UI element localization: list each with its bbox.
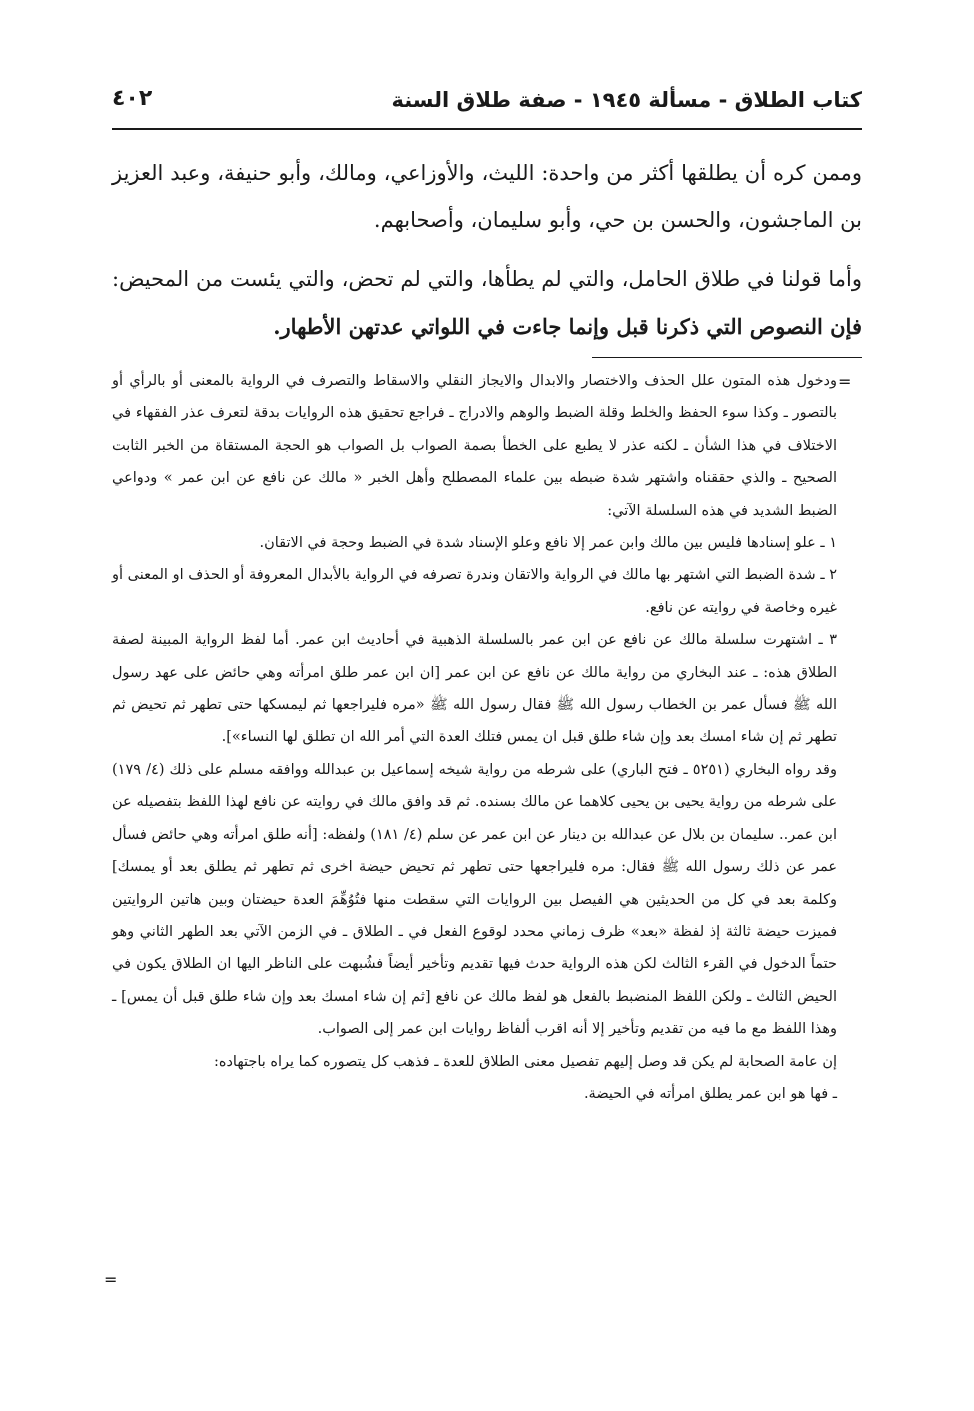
footnote-paragraph: ٣ ـ اشتهرت سلسلة مالك عن نافع عن ابن عمر بالسلسلة الذهبية في أحاديث ابن عمر. أما لفظ الرواية المبينة لصفة الطلاق هذه: ـ عند البخاري من رواية مالك عن نافع عن ابن عمر [ان ابن عمر طلق امرأته وهي حائض على عهد رسول الله ﷺ فسأل عمر بن الخطاب رسول الله ﷺ فقال رسول الله ﷺ «مره فليراجعها ثم ليمسكها حتى تطهر ثم تحيض ثم تطهر ثم إن شاء امسك بعد وإن شاء طلق قبل ان يمس فتلك العدة التي أمر الله ان تطلق لها النساء»]. xyxy=(112,632,837,746)
footnote-paragraph: ١ ـ علو إسنادها فليس بين مالك وابن عمر إلا نافع وعلو الإسناد شدة في الضبط وحجة في الاتقان. xyxy=(259,535,837,552)
running-title: كتاب الطلاق - مسألة ١٩٤٥ - صفة طلاق السنة xyxy=(391,88,862,112)
footnote-paragraph: ودخول هذه المتون علل الحذف والاختصار والابدال والايجاز النقلي والاسقاط والتصرف في الرواية بالمعنى أو بالرأي أو بالتصور ـ وكذا سوء الحفظ والخلط وقلة الضبط والوهم والادراج ـ فراجع تحقيق هذه الروايات بدقة لتعرف عذر الفقهاء في الاختلاف في هذا الشأن ـ لكنه عذر لا يطبع على الخطأ بصمة الصواب بل الصواب هو الحجة المستقاة من الخبر الثابت الصحيح ـ والذي حققناه واشتهر شدة ضبطه بين علماء المصطلح وأهل الخبر « مالك عن نافع عن ابن عمر » ودواعي الضبط الشديد في هذه السلسلة الآتي: xyxy=(112,373,837,519)
main-paragraph-emphasis: فإن النصوص التي ذكرنا قبل وإنما جاءت في اللواتي عدتهن الأطهار. xyxy=(273,314,862,339)
main-paragraph-lead: وأما قولنا في طلاق الحامل، والتي لم يطأها، والتي لم تحض، والتي يئست من المحيض: xyxy=(112,267,862,291)
page-header xyxy=(112,84,862,124)
main-text-body xyxy=(112,150,862,351)
footnote-continuation-mark-top: = xyxy=(838,372,852,391)
footnote-divider xyxy=(592,357,862,358)
footnote-paragraph: إن عامة الصحابة لم يكن قد وصل إليهم تفصيل معنى الطلاق للعدة ـ فذهب كل يتصوره كما يراه باجتهاده: xyxy=(213,1053,837,1070)
footnote-paragraph: ٢ ـ شدة الضبط التي اشتهر بها مالك في الرواية والاتقان وندرة تصرفه في الرواية بالأبدال المعروفة أو الحذف او المعنى أو غيره وخاصة في روايته عن نافع. xyxy=(112,567,837,616)
page-number: ٤٠٢ xyxy=(112,86,153,111)
footnotes-section xyxy=(112,365,837,1110)
footnote-paragraph: ـ فها هو ابن عمر يطلق امرأته في الحيضة. xyxy=(583,1085,837,1102)
main-paragraph: وممن كره أن يطلقها أكثر من واحدة: الليث، والأوزاعي، ومالك، وأبو حنيفة، وعبد العزيز بن الماجشون، والحسن بن حي، وأبو سليمان، وأصحابهم. xyxy=(112,161,862,232)
footnote-paragraph: وقد رواه البخاري (٥٢٥١ ـ فتح الباري) على شرطه من رواية شيخه إسماعيل بن عبدالله ووافقه مسلم على ذلك (٤/ ١٧٩) على شرطه من رواية يحيى بن يحيى كلاهما عن مالك بسنده. ثم قد وافق مالك في روايته عن نافع لهذا اللفظ بتفصيله عن ابن عمر.. سليمان بن بلال عن عبدالله بن دينار عن ابن عمر عن سلم (٤/ ١٨١) ولفظه: [أنه طلق امرأته وهي حائض فسأل عمر عن ذلك رسول الله ﷺ فقال: مره فليراجعها حتى تطهر ثم تحيض حيضة اخرى ثم تطهر ثم يطلق بعد أو يمسك] وكلمة بعد في كل من الحديثين هي الفيصل بين الروايات التي سقطت منها فتُوُهِّمَ العدة حيضتان وبين هاتين الروايتين فميزت حيضة ثالثة إذ لفظة «بعد» ظرف زماني محدد لوقوع الفعل في ـ الطلاق ـ في الزمن الآتي بعد الطهر الثاني وهو حتماً الدخول في القرء الثالث لكن هذه الرواية حدث فيها تقديم وتأخير أيضاً فشُبهت على الناظر اليها ان الطلاق يكون في الحيض الثالث ـ ولكن اللفظ المنضبط بالفعل هو لفظ مالك عن نافع [ثم إن شاء امسك بعد وإن شاء طلق قبل أن يمس] ـ وهذا اللفظ مع ما فيه من تقديم وتأخير إلا أنه اقرب ألفاظ روايات ابن عمر إلى الصواب. xyxy=(112,761,837,1038)
header-divider xyxy=(112,128,862,130)
footnote-continuation-mark-bottom: = xyxy=(104,1270,118,1289)
main-paragraph xyxy=(112,256,862,351)
